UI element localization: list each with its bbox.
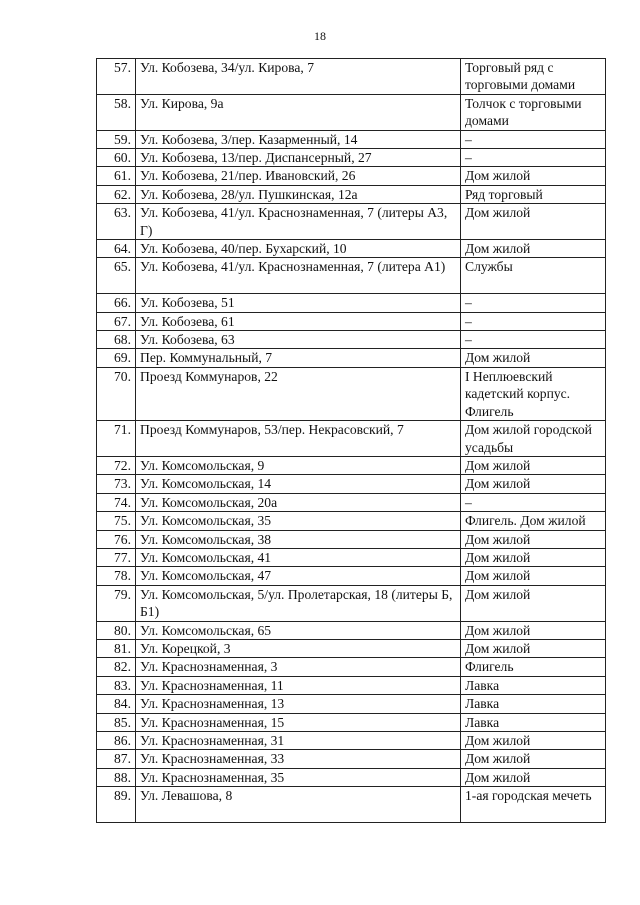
row-number-cell: 68. (97, 331, 136, 349)
table-row (97, 240, 606, 258)
object-type-cell: Ряд торговый (461, 185, 606, 203)
table-row (97, 130, 606, 148)
object-type-cell: I Неплюевский кадетский корпус. Флигель (461, 367, 606, 420)
object-type-cell: Дом жилой (461, 167, 606, 185)
object-type-cell: Дом жилой городской усадьбы (461, 421, 606, 457)
row-number-cell: 60. (97, 149, 136, 167)
page-number: 18 (314, 29, 326, 43)
row-number-cell: 73. (97, 475, 136, 493)
table-row (97, 475, 606, 493)
address-cell: Ул. Комсомольская, 38 (136, 530, 461, 548)
row-number-cell: 61. (97, 167, 136, 185)
address-cell: Ул. Кирова, 9а (136, 94, 461, 130)
address-cell: Ул. Кобозева, 34/ул. Кирова, 7 (136, 59, 461, 95)
object-type-cell: – (461, 294, 606, 312)
table-row (97, 713, 606, 731)
object-type-cell: Флигель. Дом жилой (461, 512, 606, 530)
row-number-cell: 85. (97, 713, 136, 731)
table-row (97, 421, 606, 457)
table-body (97, 59, 606, 823)
object-type-cell: Дом жилой (461, 567, 606, 585)
table-row (97, 676, 606, 694)
address-cell: Ул. Кобозева, 41/ул. Краснознаменная, 7 (литеры А3, Г) (136, 204, 461, 240)
table-row (97, 732, 606, 750)
object-type-cell: Дом жилой (461, 204, 606, 240)
row-number-cell: 67. (97, 312, 136, 330)
address-cell: Ул. Краснознаменная, 33 (136, 750, 461, 768)
table-row (97, 294, 606, 312)
table-row (97, 530, 606, 548)
address-cell: Ул. Комсомольская, 47 (136, 567, 461, 585)
object-type-cell: – (461, 149, 606, 167)
object-type-cell: Дом жилой (461, 475, 606, 493)
table-row (97, 185, 606, 203)
row-number-cell: 69. (97, 349, 136, 367)
object-type-cell: Дом жилой (461, 240, 606, 258)
heritage-objects-table (96, 58, 606, 823)
row-number-cell: 87. (97, 750, 136, 768)
row-number-cell: 77. (97, 548, 136, 566)
address-cell: Ул. Кобозева, 28/ул. Пушкинская, 12а (136, 185, 461, 203)
row-number-cell: 84. (97, 695, 136, 713)
table-row (97, 512, 606, 530)
address-cell: Ул. Кобозева, 51 (136, 294, 461, 312)
row-number-cell: 81. (97, 639, 136, 657)
row-number-cell: 78. (97, 567, 136, 585)
row-number-cell: 82. (97, 658, 136, 676)
row-number-cell: 62. (97, 185, 136, 203)
table-row (97, 456, 606, 474)
table-row (97, 750, 606, 768)
object-type-cell: Лавка (461, 713, 606, 731)
address-cell: Ул. Кобозева, 21/пер. Ивановский, 26 (136, 167, 461, 185)
row-number-cell: 71. (97, 421, 136, 457)
table-row (97, 695, 606, 713)
row-number-cell: 75. (97, 512, 136, 530)
address-cell: Ул. Краснознаменная, 3 (136, 658, 461, 676)
row-number-cell: 74. (97, 493, 136, 511)
object-type-cell: Дом жилой (461, 530, 606, 548)
table-row (97, 349, 606, 367)
table-row (97, 149, 606, 167)
object-type-cell: – (461, 493, 606, 511)
object-type-cell: Дом жилой (461, 732, 606, 750)
row-number-cell: 64. (97, 240, 136, 258)
address-cell: Ул. Комсомольская, 14 (136, 475, 461, 493)
object-type-cell: Дом жилой (461, 349, 606, 367)
row-number-cell: 66. (97, 294, 136, 312)
address-cell: Ул. Кобозева, 3/пер. Казарменный, 14 (136, 130, 461, 148)
row-number-cell: 65. (97, 258, 136, 294)
table-row (97, 768, 606, 786)
row-number-cell: 72. (97, 456, 136, 474)
address-cell: Проезд Коммунаров, 22 (136, 367, 461, 420)
row-number-cell: 59. (97, 130, 136, 148)
table-row (97, 658, 606, 676)
object-type-cell: – (461, 331, 606, 349)
object-type-cell: Дом жилой (461, 621, 606, 639)
object-type-cell: Дом жилой (461, 768, 606, 786)
address-cell: Ул. Комсомольская, 20а (136, 493, 461, 511)
row-number-cell: 58. (97, 94, 136, 130)
row-number-cell: 70. (97, 367, 136, 420)
row-number-cell: 63. (97, 204, 136, 240)
table-row (97, 585, 606, 621)
table-row (97, 167, 606, 185)
address-cell: Ул. Краснознаменная, 15 (136, 713, 461, 731)
table-row (97, 94, 606, 130)
address-cell: Ул. Левашова, 8 (136, 787, 461, 823)
row-number-cell: 79. (97, 585, 136, 621)
table-row (97, 367, 606, 420)
table-row (97, 567, 606, 585)
table-row (97, 59, 606, 95)
object-type-cell: Службы (461, 258, 606, 294)
table-row (97, 312, 606, 330)
address-cell: Ул. Кобозева, 41/ул. Краснознаменная, 7 (литера А1) (136, 258, 461, 294)
row-number-cell: 76. (97, 530, 136, 548)
address-cell: Ул. Комсомольская, 65 (136, 621, 461, 639)
row-number-cell: 83. (97, 676, 136, 694)
address-cell: Ул. Комсомольская, 35 (136, 512, 461, 530)
row-number-cell: 89. (97, 787, 136, 823)
address-cell: Ул. Кобозева, 61 (136, 312, 461, 330)
object-type-cell: Дом жилой (461, 548, 606, 566)
object-type-cell: – (461, 312, 606, 330)
address-cell: Ул. Кобозева, 63 (136, 331, 461, 349)
address-cell: Ул. Краснознаменная, 13 (136, 695, 461, 713)
address-cell: Ул. Комсомольская, 5/ул. Пролетарская, 18 (литеры Б, Б1) (136, 585, 461, 621)
object-type-cell: Толчок с торговыми домами (461, 94, 606, 130)
address-cell: Ул. Краснознаменная, 11 (136, 676, 461, 694)
table-row (97, 204, 606, 240)
row-number-cell: 80. (97, 621, 136, 639)
address-cell: Пер. Коммунальный, 7 (136, 349, 461, 367)
address-cell: Ул. Комсомольская, 9 (136, 456, 461, 474)
row-number-cell: 88. (97, 768, 136, 786)
object-type-cell: 1-ая городская мечеть (461, 787, 606, 823)
address-cell: Ул. Краснознаменная, 35 (136, 768, 461, 786)
table-row (97, 548, 606, 566)
table-row (97, 258, 606, 294)
table-row (97, 331, 606, 349)
address-cell: Проезд Коммунаров, 53/пер. Некрасовский, 7 (136, 421, 461, 457)
object-type-cell: Дом жилой (461, 639, 606, 657)
table-row (97, 639, 606, 657)
object-type-cell: Флигель (461, 658, 606, 676)
object-type-cell: Дом жилой (461, 750, 606, 768)
address-cell: Ул. Краснознаменная, 31 (136, 732, 461, 750)
object-type-cell: – (461, 130, 606, 148)
object-type-cell: Лавка (461, 695, 606, 713)
row-number-cell: 86. (97, 732, 136, 750)
row-number-cell: 57. (97, 59, 136, 95)
object-type-cell: Дом жилой (461, 456, 606, 474)
address-cell: Ул. Кобозева, 13/пер. Диспансерный, 27 (136, 149, 461, 167)
address-cell: Ул. Кобозева, 40/пер. Бухарский, 10 (136, 240, 461, 258)
table-row (97, 621, 606, 639)
object-type-cell: Лавка (461, 676, 606, 694)
object-type-cell: Торговый ряд с торговыми домами (461, 59, 606, 95)
address-cell: Ул. Корецкой, 3 (136, 639, 461, 657)
object-type-cell: Дом жилой (461, 585, 606, 621)
table-row (97, 493, 606, 511)
table-row (97, 787, 606, 823)
address-cell: Ул. Комсомольская, 41 (136, 548, 461, 566)
